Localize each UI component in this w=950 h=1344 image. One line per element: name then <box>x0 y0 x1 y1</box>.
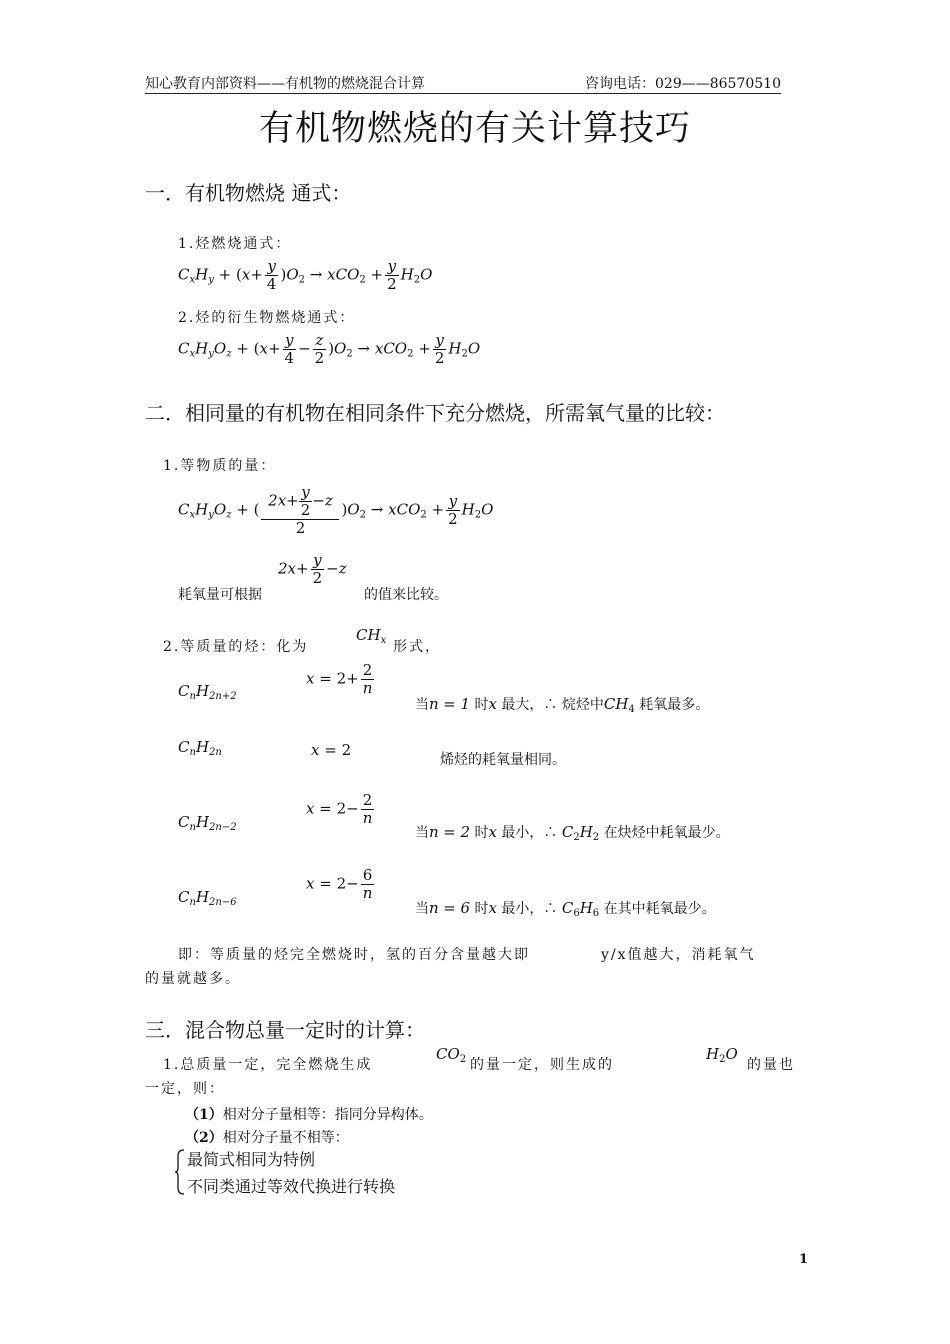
compare-suffix: 的值来比较。 <box>364 587 448 603</box>
alkane-x-expression: x = 2+ $\frac{2}{n}$ <box>306 661 373 697</box>
header-right: 咨询电话：029——86570510 <box>585 76 781 92</box>
chx-formula: $CH_x$ <box>356 626 387 646</box>
alkyne-note: 当n = 2 时x 最小，∴ $C_2H_2$ 在炔烃中耗氧最少。 <box>415 823 730 843</box>
alkene-x-expression: x = 2 <box>311 741 352 759</box>
benzene-note: 当n = 6 时x 最小，∴ $C_6H_6$ 在其中耗氧最少。 <box>415 899 716 919</box>
section3-point2: （2）相对分子量不相等： <box>185 1130 349 1146</box>
derivative-combustion-equation: $C_xH_yO_z + (x+$ $\frac{y}{4}$ − $\frac{z}{2}$ )$O_2 \to xCO_2$ + $\frac{y}{2}$ $H_2O$ <box>178 331 481 367</box>
alkene-note: 烯烃的耗氧量相同。 <box>440 752 566 768</box>
section3-heading: 三．混合物总量一定时的计算： <box>145 1018 425 1042</box>
section2-item1-label: 1.等物质的量： <box>163 458 277 474</box>
section3-item1-right: 的量也 <box>747 1057 795 1073</box>
alkane-note: 当n = 1 时x 最大，∴ 烷烃中$CH_4$ 耗氧最多。 <box>415 695 710 715</box>
summary-left: 即：等质量的烃完全燃烧时，氢的百分含量越大即 <box>178 947 530 963</box>
brace-line1: 最简式相同为特例 <box>187 1150 316 1169</box>
section2-item2-suffix: 形式， <box>393 639 441 655</box>
compare-prefix: 耗氧量可根据 <box>178 587 262 603</box>
equal-moles-equation: $C_xH_yO_z$ + ( 2x+ $\frac{y}{2}$ −z 2 )$O_2 \to xCO_2$ + $\frac{y}{2}$ $H_2O$ <box>178 483 494 537</box>
section1-item1-label: 1.烃燃烧通式： <box>178 236 292 252</box>
section2-item2-label: 2.等质量的烃：化为 <box>163 639 309 655</box>
section3-item1-line2: 一定，则： <box>145 1081 225 1097</box>
benzene-series-formula: $C_nH_{2n-6}$ <box>178 888 237 908</box>
benzene-x-expression: x = 2− $\frac{6}{n}$ <box>306 866 373 902</box>
compare-expression: 2x+ $\frac{y}{2}$ −z <box>278 551 347 587</box>
page-title: 有机物燃烧的有关计算技巧 <box>258 109 691 149</box>
section3-item1-mid: 的量一定，则生成的 <box>470 1057 614 1073</box>
section3-item1-left: 1.总质量一定，完全燃烧生成 <box>163 1057 373 1073</box>
page-header <box>145 73 781 94</box>
co2-formula: $CO_2$ <box>436 1045 467 1065</box>
left-brace <box>174 1148 186 1196</box>
summary-line2: 的量就越多。 <box>145 971 241 987</box>
h2o-formula: $H_2O$ <box>706 1045 738 1065</box>
summary-right: y/x值越大，消耗氧气 <box>601 947 756 963</box>
section3-point1: （1）相对分子量相等：指同分异构体。 <box>185 1107 433 1123</box>
alkyne-formula: $C_nH_{2n-2}$ <box>178 813 237 833</box>
alkene-formula: $C_nH_{2n}$ <box>178 738 222 758</box>
hydrocarbon-combustion-equation: $C_xH_y + (x+$ $\frac{y}{4}$ )$O_2 \to xCO_2$ + $\frac{y}{2}$ $H_2O$ <box>178 257 433 293</box>
page-number: 1 <box>799 1252 809 1267</box>
brace-line2: 不同类通过等效代换进行转换 <box>187 1177 396 1196</box>
header-left: 知心教育内部资料——有机物的燃烧混合计算 <box>145 76 425 92</box>
section1-item2-label: 2.烃的衍生物燃烧通式： <box>178 310 356 326</box>
section1-heading: 一．有机物燃烧 通式： <box>145 181 352 205</box>
alkane-formula: $C_nH_{2n+2}$ <box>178 682 237 702</box>
alkyne-x-expression: x = 2− $\frac{2}{n}$ <box>306 791 373 827</box>
section2-heading: 二．相同量的有机物在相同条件下充分燃烧，所需氧气量的比较： <box>145 401 725 425</box>
